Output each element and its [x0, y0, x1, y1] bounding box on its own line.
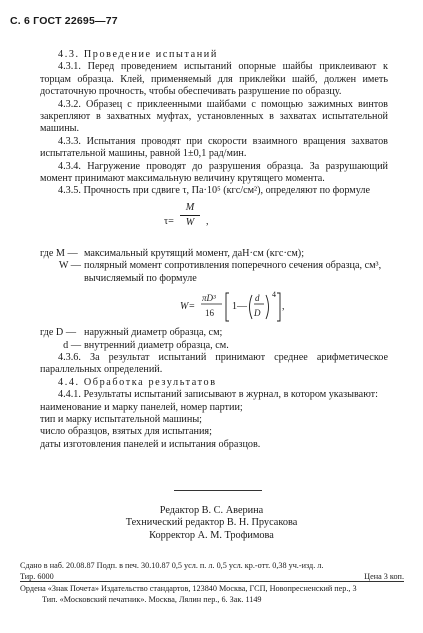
printer-line: Тип. «Московский печатник». Москва, Лялин пер., 6. Зак. 1149 [42, 594, 262, 604]
definition-text: наружный диаметр образца, см; [84, 327, 223, 339]
imprint-divider [20, 581, 404, 582]
paragraph-4-4-1: 4.4.1. Результаты испытаний записывают в журнал, в котором указывают: [58, 389, 378, 401]
credits-block [0, 505, 423, 542]
formula2-lhs: W= [180, 301, 196, 313]
definition-text: полярный момент сопротивления поперечного сечения образца, см³, вычисляемый по формуле [84, 260, 382, 284]
formula2-inner-denominator: D [254, 308, 261, 319]
page-header: С. 6 ГОСТ 22695—77 [10, 15, 118, 27]
editor-credit: Редактор В. С. Аверина [159, 505, 264, 516]
paragraph-4-3-1: 4.3.1. Перед проведением испытаний опорные шайбы приклеивают к торцам образца. Клей, применяемый для приклейки шайб, должен иметь достаточную прочность, чтобы обеспечивать разрушение по образцу. [40, 61, 388, 98]
definition-M [40, 248, 388, 260]
polar-moment-formula-graphic [180, 287, 330, 325]
definition-D [40, 327, 388, 339]
section-4-4-title: 4.4. Обработка результатов [58, 376, 217, 388]
imprint-block [20, 561, 404, 582]
separator-rule [174, 490, 262, 491]
paragraph-4-3-6: 4.3.6. За результат испытаний принимают среднее арифметическое параллельных определений. [40, 351, 388, 376]
list-item: даты изготовления панелей и испытания образцов. [40, 438, 261, 450]
definition-label: d — [63, 339, 81, 351]
definition-label: где D — [40, 327, 77, 339]
formula-comma: , [206, 215, 209, 227]
list-item: число образцов, взятых для испытания; [40, 426, 212, 438]
formula2-exponent: 4 [272, 290, 276, 300]
svg-text:1—: 1— [232, 301, 247, 313]
formula2-inner-numerator: d [255, 293, 260, 304]
paragraph-4-3-4: 4.3.4. Нагружение проводят до разрушения образца. За разрушающий момент принимают максимальную величину крутящего момента. [40, 160, 388, 185]
formula-lhs: τ= [164, 215, 174, 227]
formula2-denominator: 16 [205, 308, 214, 319]
imprint-line-1: Сдано в наб. 20.08.87 Подп. в печ. 30.10.87 0,5 усл. п. л. 0,5 усл. кр.-отт. 0,38 уч.-изд. л. [20, 561, 324, 570]
diameter-definitions [40, 327, 388, 352]
paragraph-4-3-5: 4.3.5. Прочность при сдвиге τ, Па·10⁵ (кгс/см²), определяют по формуле [58, 185, 370, 197]
paragraph-4-3-3: 4.3.3. Испытания проводят при скорости взаимного вращения захватов испытательной машины, равной 1±0,1 рад/мин. [40, 135, 388, 160]
proofreader-credit: Корректор А. М. Трофимова [149, 529, 274, 541]
formula-fraction [180, 202, 200, 230]
section-4-3-title: 4.3. Проведение испытаний [58, 49, 218, 60]
print-run: Тир. 6000 [20, 571, 54, 581]
paragraph-4-3-2: 4.3.2. Образец с приклеенными шайбами с помощью зажимных винтов закрепляют в захватных муфтах, установленных в захватах испытательной машины. [40, 98, 388, 135]
definition-label: где M — [40, 247, 78, 259]
price: Цена 3 коп. [364, 571, 404, 581]
publisher-block [20, 584, 410, 605]
definition-text: максимальный крутящий момент, даН·см (кгс·см); [84, 247, 305, 259]
definition-text: внутренний диаметр образца, см. [84, 339, 229, 351]
definition-label: W — [58, 260, 81, 272]
definition-W [40, 260, 388, 285]
formula-denominator: W [185, 217, 195, 229]
list-item: тип и марку испытательной машины; [40, 413, 203, 425]
shear-strength-formula [40, 202, 388, 246]
tech-editor-credit: Технический редактор В. Н. Прусакова [125, 517, 298, 529]
list-item: наименование и марку панелей, номер партии; [40, 401, 243, 413]
variable-definitions [40, 248, 388, 285]
document-body [40, 49, 388, 451]
publisher-line: Ордена «Знак Почета» Издательство стандартов, 123840 Москва, ГСП, Новопресненский пер., 3 [20, 584, 357, 593]
formula2-comma: , [282, 301, 285, 313]
formula2-numerator: πD³ [202, 293, 216, 304]
polar-moment-formula [40, 287, 388, 325]
formula-numerator: M [180, 202, 200, 216]
definition-d [40, 340, 388, 352]
